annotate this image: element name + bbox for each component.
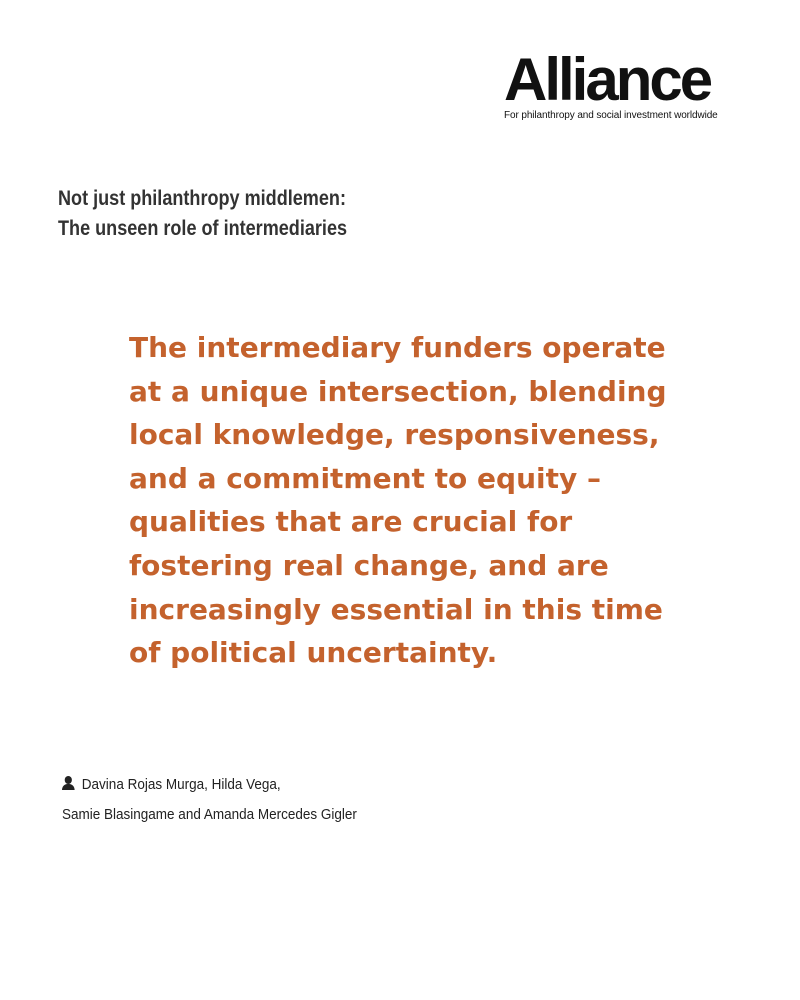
authors-line-1 [62,770,357,800]
pull-quote: The intermediary funders operate at a unique intersection, blending local knowledge, responsiveness, and a commitment to equity – qualities that are crucial for fostering real change, and are increasingly essential in this time of political uncertainty. [129,331,667,670]
logo-tagline: For philanthropy and social investment worldwide [504,110,718,121]
authors-names-1: Davina Rojas Murga, Hilda Vega, [81,776,281,793]
title-line-2: The unseen role of intermediaries [58,217,348,240]
person-icon [62,776,75,790]
title-line-1: Not just philanthropy middlemen: [58,187,346,210]
alliance-logo [504,46,744,121]
logo-wordmark: Alliance [504,46,711,113]
article-title [58,184,347,244]
author-byline [62,770,357,830]
authors-line-2: Samie Blasingame and Amanda Mercedes Gigler [62,806,357,823]
